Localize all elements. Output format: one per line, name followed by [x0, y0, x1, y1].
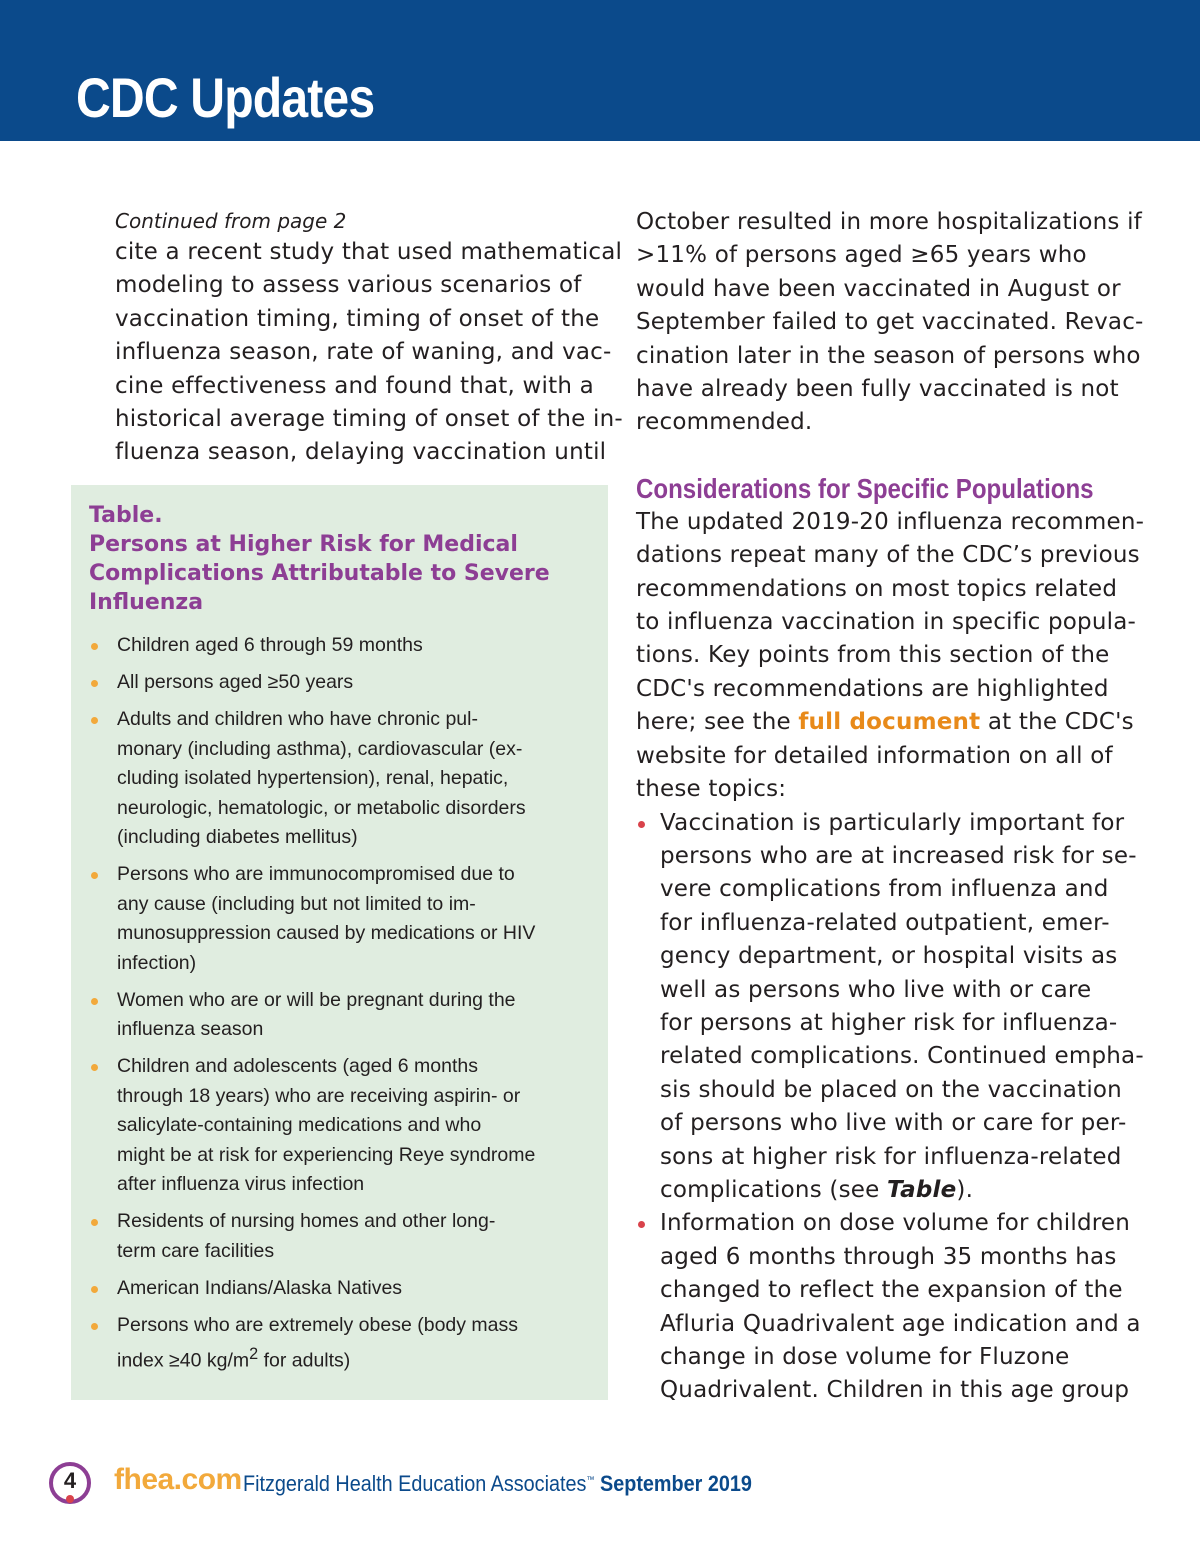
text-line: recommended. — [636, 409, 813, 436]
text-line: website for detailed information on all of — [636, 742, 1113, 769]
list-item — [89, 1311, 590, 1377]
table-heading — [89, 501, 590, 617]
item-line: Women who are or will be pregnant during the — [117, 988, 516, 1011]
text-line: cite a recent study that used mathematical — [115, 239, 623, 265]
table-reference: Table — [886, 1176, 957, 1203]
bullet-icon — [91, 872, 98, 879]
left-column — [115, 206, 623, 470]
text-line: sis should be placed on the vaccination — [660, 1076, 1122, 1103]
text-line: well as persons who live with or care — [660, 976, 1092, 1003]
table-title-line: Persons at Higher Risk for Medical — [89, 532, 518, 557]
page-footer — [48, 1461, 1148, 1505]
page-number: 4 — [63, 1468, 77, 1493]
text-line: for influenza-related outpatient, emer- — [660, 909, 1110, 936]
list-item — [636, 807, 1144, 1208]
bullet-icon — [91, 1286, 98, 1293]
item-line: American Indians/Alaska Natives — [117, 1276, 403, 1299]
bullet-icon — [91, 1323, 98, 1330]
text-line: related complications. Continued empha- — [660, 1043, 1144, 1070]
text-line: >11% of persons aged ≥65 years who — [636, 242, 1087, 269]
item-line: any cause (including but not limited to im- — [117, 892, 476, 915]
text-line: Quadrivalent. Children in this age group — [660, 1377, 1130, 1404]
text-line: cine effectiveness and found that, with a — [115, 372, 594, 399]
left-paragraph — [115, 236, 623, 470]
text-fragment: at the CDC's — [980, 709, 1134, 736]
continued-note: Continued from page 2 — [115, 209, 347, 233]
text-line: gency department, or hospital visits as — [660, 943, 1118, 970]
publisher-name: Fitzgerald Health Education Associates — [243, 1471, 587, 1496]
issue-date: September 2019 — [600, 1471, 752, 1496]
item-line: Residents of nursing homes and other long- — [117, 1210, 496, 1232]
table-title-line: Influenza — [89, 590, 204, 615]
footer-publisher — [243, 1471, 752, 1497]
page-title: CDC Updates — [76, 66, 375, 129]
text-line: historical average timing of onset of the in- — [115, 406, 623, 433]
item-line: neurologic, hematologic, or metabolic disorders — [117, 796, 526, 819]
text-line: vere complications from influenza and — [660, 876, 1109, 903]
full-document-link[interactable]: full document — [798, 709, 981, 736]
superscript: 2 — [249, 1345, 259, 1363]
text-line: October resulted in more hospitalizations if — [636, 209, 1142, 235]
text-line — [660, 1174, 1136, 1207]
risk-table-box — [71, 485, 608, 1400]
text-line: Information on dose volume for children — [660, 1210, 1131, 1237]
text-line: persons who are at increased risk for se- — [660, 842, 1137, 869]
item-line: Persons who are extremely obese (body mass — [117, 1313, 519, 1336]
bullet-icon — [638, 1221, 645, 1228]
list-item — [89, 1274, 590, 1304]
table-label: Table. — [89, 503, 163, 528]
item-line: term care facilities — [117, 1239, 275, 1262]
text-fragment: here; see the — [636, 709, 799, 736]
text-line: have already been fully vaccinated is not — [636, 376, 1119, 403]
list-item — [89, 705, 590, 853]
text-line: these topics: — [636, 776, 787, 803]
item-line: after influenza virus infection — [117, 1173, 365, 1195]
text-line: for persons at higher risk for influenza- — [660, 1009, 1118, 1036]
bullet-icon — [91, 680, 98, 687]
text-line: The updated 2019-20 influenza recommen- — [636, 508, 1145, 535]
text-line: CDC's recommendations are highlighted — [636, 675, 1109, 702]
text-line: change in dose volume for Fluzone — [660, 1344, 1070, 1370]
text-line: influenza season, rate of waning, and vac- — [115, 339, 612, 366]
item-line: salicylate-containing medications and who — [117, 1114, 482, 1136]
text-line: aged 6 months through 35 months has — [660, 1243, 1117, 1270]
list-item — [89, 860, 590, 978]
item-line-text: index ≥40 kg/m — [117, 1349, 250, 1372]
recommendation-list — [636, 807, 1144, 1408]
text-fragment: complications (see — [660, 1176, 887, 1203]
item-line: infection) — [117, 951, 197, 974]
bullet-icon — [91, 643, 98, 650]
item-line: might be at risk for experiencing Reye syndrome — [117, 1143, 536, 1166]
header-banner — [0, 0, 1200, 141]
bullet-icon — [638, 821, 645, 828]
list-item — [89, 1052, 590, 1200]
text-line: would have been vaccinated in August or — [636, 275, 1121, 302]
text-line: dations repeat many of the CDC’s previous — [636, 542, 1140, 569]
item-line: cluding isolated hypertension), renal, hepatic, — [117, 767, 509, 789]
bullet-icon — [91, 1219, 98, 1226]
list-item — [89, 668, 590, 698]
bullet-icon — [91, 717, 98, 724]
list-item — [636, 1207, 1141, 1407]
spacer — [636, 440, 1136, 472]
footer-site[interactable]: fhea.com — [114, 1463, 242, 1496]
text-line: fluenza season, delaying vaccination until — [115, 439, 607, 466]
item-line: influenza season — [117, 1018, 264, 1040]
table-title-line: Complications Attributable to Severe — [89, 561, 550, 586]
item-line: munosuppression caused by medications or HIV — [117, 922, 536, 944]
item-line — [117, 1340, 590, 1376]
text-line: modeling to assess various scenarios of — [115, 272, 582, 299]
bullet-icon — [91, 1064, 98, 1071]
section-paragraph — [636, 506, 1145, 807]
text-line: tions. Key points from this section of the — [636, 642, 1110, 669]
right-intro-paragraph — [636, 206, 1144, 440]
text-fragment: ). — [956, 1176, 974, 1203]
bullet-icon — [91, 998, 98, 1005]
text-line — [636, 706, 1136, 739]
text-line: Vaccination is particularly important for — [660, 809, 1125, 836]
list-item — [89, 1207, 590, 1266]
text-line: of persons who live with or care for per- — [660, 1110, 1127, 1137]
item-line-text: for adults) — [258, 1349, 351, 1372]
text-line: recommendations on most topics related — [636, 575, 1118, 602]
item-line: Persons who are immunocompromised due to — [117, 863, 515, 885]
risk-list — [89, 631, 590, 1376]
list-item — [89, 986, 590, 1045]
text-line: to influenza vaccination in specific popula- — [636, 609, 1136, 636]
trademark: ™ — [586, 1474, 595, 1485]
right-column — [636, 206, 1145, 1408]
item-line: All persons aged ≥50 years — [117, 671, 354, 693]
item-line: (including diabetes mellitus) — [117, 826, 358, 848]
item-line: monary (including asthma), cardiovascular (ex- — [117, 737, 523, 760]
text-line: changed to reflect the expansion of the — [660, 1277, 1123, 1304]
text-line: sons at higher risk for influenza-related — [660, 1143, 1122, 1170]
section-heading: Considerations for Specific Populations — [636, 472, 1094, 504]
text-line: cination later in the season of persons who — [636, 342, 1141, 369]
list-item — [89, 631, 590, 661]
item-line: Adults and children who have chronic pul- — [117, 708, 478, 730]
text-line: vaccination timing, timing of onset of the — [115, 305, 600, 332]
text-line: Afluria Quadrivalent age indication and a — [660, 1310, 1141, 1337]
item-line: Children and adolescents (aged 6 months — [117, 1055, 478, 1077]
item-line: Children aged 6 through 59 months — [117, 634, 423, 656]
item-line: through 18 years) who are receiving aspirin- or — [117, 1084, 521, 1107]
text-line: September failed to get vaccinated. Revac- — [636, 309, 1144, 336]
